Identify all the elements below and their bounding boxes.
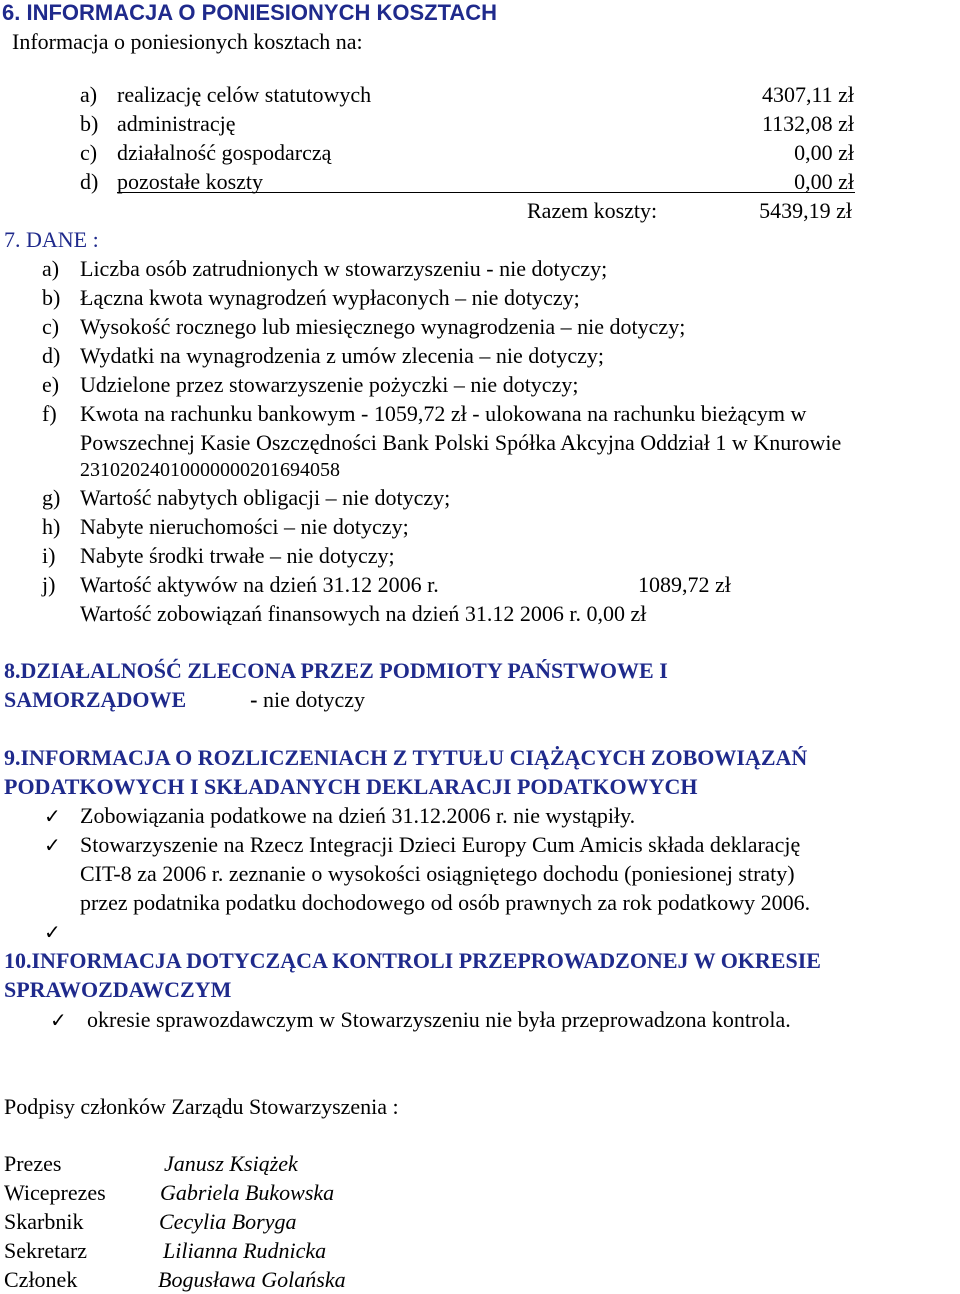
cost-underline [117, 192, 855, 193]
section-9-heading-line1: 9.INFORMACJA O ROZLICZENIACH Z TYTUŁU CIĄŻĄCYCH ZOBOWIĄZAŃ [4, 745, 808, 770]
data-text-g: Wartość nabytych obligacji – nie dotyczy; [80, 485, 451, 510]
data-letter-c: c) [42, 314, 60, 339]
check-icon: ✓ [44, 804, 61, 828]
signatures-heading: Podpisy członków Zarządu Stowarzyszenia : [4, 1094, 399, 1119]
section-8-heading-line1: 8.DZIAŁALNOŚĆ ZLECONA PRZEZ PODMIOTY PAŃSTWOWE I [4, 658, 668, 683]
cost-amount-b: 1132,08 zł [761, 111, 854, 136]
data-letter-j: j) [42, 572, 56, 597]
tax-bullet-2-line2: CIT-8 za 2006 r. zeznanie o wysokości osiągniętego dochodu (poniesionej straty) [80, 861, 795, 886]
data-text-b: Łączna kwota wynagrodzeń wypłaconych – nie dotyczy; [80, 285, 580, 310]
tax-bullet-2-line1: Stowarzyszenie na Rzecz Integracji Dzieci Europy Cum Amicis składa deklarację [80, 832, 801, 857]
data-text-c: Wysokość rocznego lub miesięcznego wynagrodzenia – nie dotyczy; [80, 314, 686, 339]
tax-bullet-1: Zobowiązania podatkowe na dzień 31.12.2006 r. nie wystąpiły. [80, 803, 636, 828]
cost-total-label: Razem koszty: [527, 198, 658, 223]
data-text-d: Wydatki na wynagrodzenia z umów zlecenia – nie dotyczy; [80, 343, 605, 368]
signature-role: Sekretarz [4, 1238, 88, 1263]
assets-value: 1089,72 zł [638, 572, 731, 597]
cost-letter-a: a) [80, 82, 98, 107]
data-text-h: Nabyte nieruchomości – nie dotyczy; [80, 514, 409, 539]
signature-name: Cecylia Boryga [159, 1209, 297, 1234]
signature-name: Bogusława Golańska [158, 1267, 346, 1292]
section-10-heading-line2: SPRAWOZDAWCZYM [4, 977, 232, 1002]
section-6-heading: 6. INFORMACJA O PONIESIONYCH KOSZTACH [2, 0, 498, 25]
cost-label-b: administrację [117, 111, 236, 136]
data-text-e: Udzielone przez stowarzyszenie pożyczki – nie dotyczy; [80, 372, 579, 397]
data-letter-b: b) [42, 285, 61, 310]
section-8-dash: - [250, 687, 258, 712]
bank-account-number: 23102024010000000201694058 [80, 459, 340, 481]
data-letter-d: d) [42, 343, 61, 368]
check-icon: ✓ [44, 833, 61, 857]
data-letter-a: a) [42, 256, 60, 281]
check-icon: ✓ [44, 920, 61, 944]
cost-letter-d: d) [80, 169, 99, 194]
signature-name: Lilianna Rudnicka [163, 1238, 327, 1263]
data-letter-g: g) [42, 485, 61, 510]
cost-amount-c: 0,00 zł [794, 140, 854, 165]
data-text-a: Liczba osób zatrudnionych w stowarzyszeniu - nie dotyczy; [80, 256, 608, 281]
section-8-heading-line2 [4, 689, 365, 711]
signature-role: Prezes [4, 1151, 62, 1176]
data-letter-f: f) [42, 401, 57, 426]
cost-label-d: pozostałe koszty [117, 169, 264, 194]
cost-label-a: realizację celów statutowych [117, 82, 372, 107]
control-bullet: okresie sprawozdawczym w Stowarzyszeniu nie była przeprowadzona kontrola. [87, 1007, 791, 1032]
section-7-heading: 7. DANE : [4, 227, 99, 252]
liabilities-text: Wartość zobowiązań finansowych na dzień 31.12 2006 r. 0,00 zł [80, 601, 647, 626]
section-8-heading-word: SAMORZĄDOWE [4, 687, 187, 712]
cost-letter-b: b) [80, 111, 99, 136]
data-text-f: Kwota na rachunku bankowym - 1059,72 zł - ulokowana na rachunku bieżącym w [80, 401, 807, 426]
assets-label: Wartość aktywów na dzień 31.12 2006 r. [80, 572, 439, 597]
check-icon: ✓ [50, 1008, 67, 1032]
cost-total-amount: 5439,19 zł [759, 198, 852, 223]
cost-letter-c: c) [80, 140, 98, 165]
cost-label-c: działalność gospodarczą [117, 140, 332, 165]
data-text-i: Nabyte środki trwałe – nie dotyczy; [80, 543, 395, 568]
data-text-f-line2: Powszechnej Kasie Oszczędności Bank Polski Spółka Akcyjna Oddział 1 w Knurowie [80, 430, 842, 455]
data-letter-h: h) [42, 514, 61, 539]
signature-role: Członek [4, 1267, 78, 1292]
section-8-status: nie dotyczy [257, 687, 365, 712]
section-6-intro: Informacja o poniesionych kosztach na: [12, 29, 363, 54]
data-letter-e: e) [42, 372, 60, 397]
cost-amount-d: 0,00 zł [794, 169, 854, 194]
signature-name: Gabriela Bukowska [160, 1180, 335, 1205]
signature-role: Skarbnik [4, 1209, 84, 1234]
cost-amount-a: 4307,11 zł [761, 82, 854, 107]
signature-role: Wiceprezes [4, 1180, 106, 1205]
signature-name: Janusz Książek [164, 1151, 298, 1176]
section-9-heading-line2: PODATKOWYCH I SKŁADANYCH DEKLARACJI PODATKOWYCH [4, 774, 698, 799]
data-letter-i: i) [42, 543, 56, 568]
section-10-heading-line1: 10.INFORMACJA DOTYCZĄCA KONTROLI PRZEPROWADZONEJ W OKRESIE [4, 948, 821, 973]
tax-bullet-2-line3: przez podatnika podatku dochodowego od osób prawnych za rok podatkowy 2006. [80, 890, 811, 915]
